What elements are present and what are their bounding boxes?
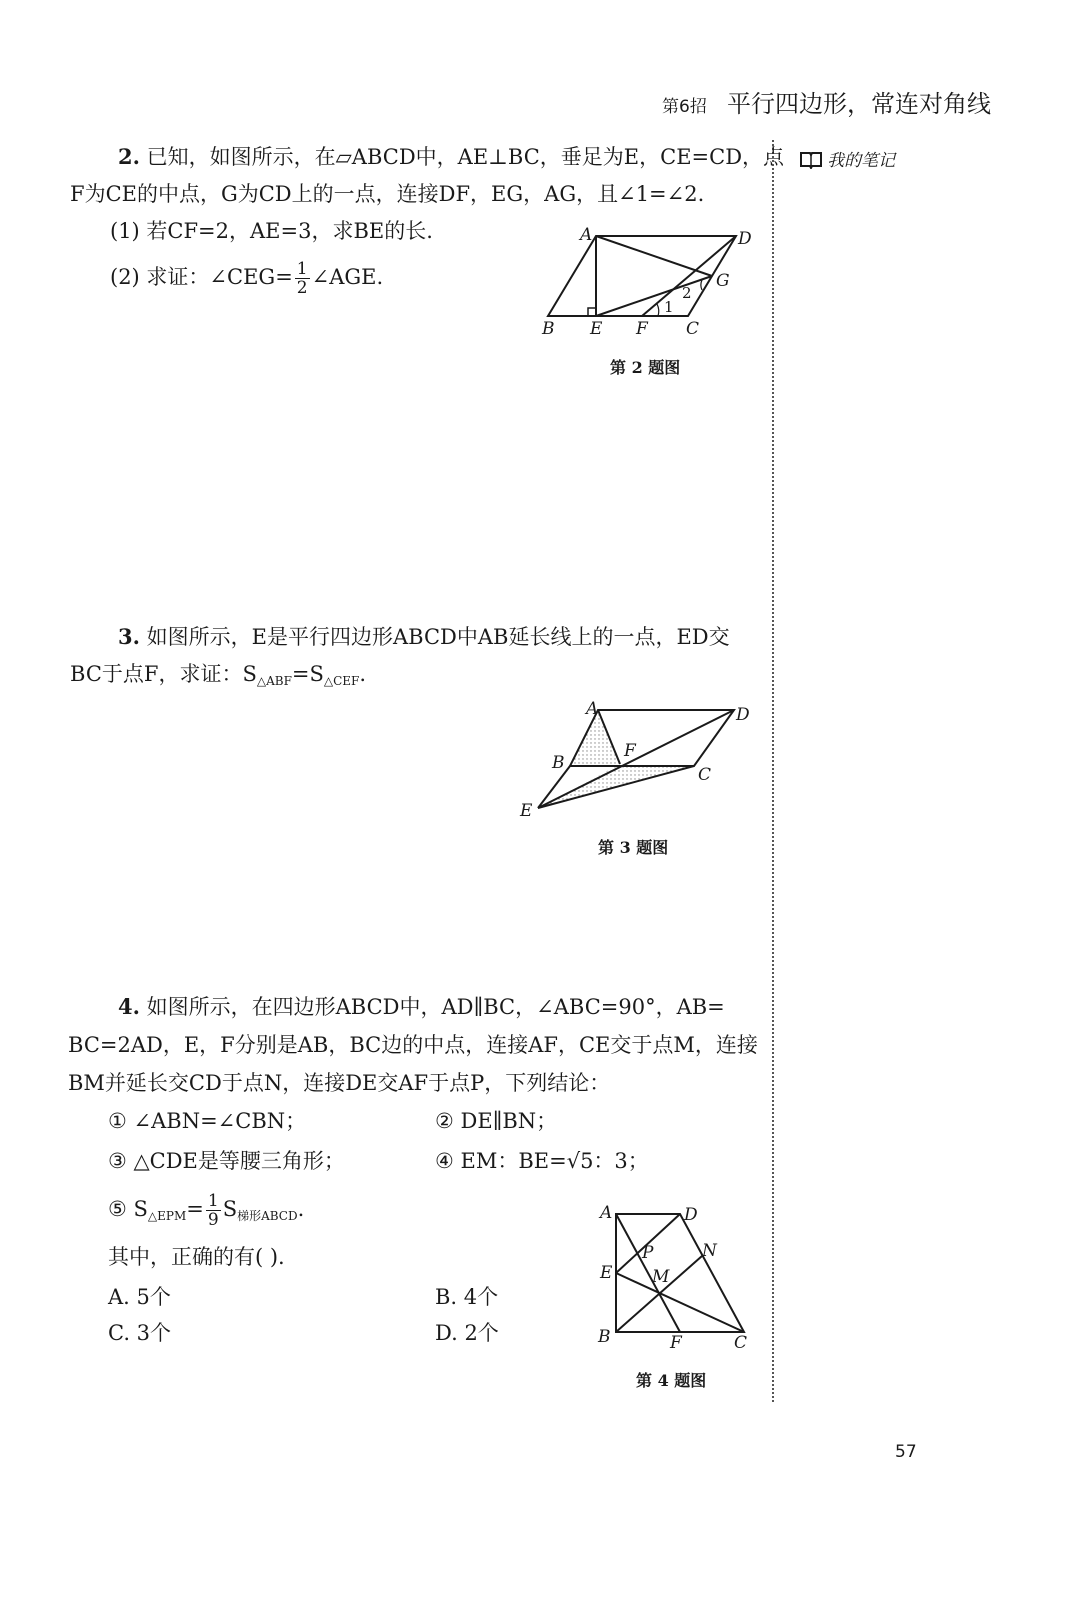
q2-label-F: F	[636, 319, 648, 339]
q4-label-E: E	[600, 1263, 613, 1283]
book-icon	[800, 151, 822, 169]
q3-label-D: D	[736, 705, 750, 725]
q4-line2: BC=2AD，E，F分别是AB，BC边的中点，连接AF，CE交于点M，连接	[68, 1033, 758, 1057]
q4-conclusion-2: ② DE∥BN；	[435, 1109, 558, 1133]
q4-text-line1: 如图所示，在四边形ABCD中，AD∥BC，∠ABC=90°，AB=	[146, 995, 725, 1019]
q2-line1	[118, 138, 784, 176]
q2-label-angle2: 2	[682, 284, 692, 302]
q2-part2	[110, 258, 383, 297]
q3-line1	[118, 618, 730, 656]
page-title: 平行四边形，常连对角线	[727, 90, 991, 118]
q2-label-G: G	[716, 271, 730, 291]
q4-option-b[interactable]: B. 4个	[435, 1285, 499, 1309]
q4-label-P: P	[642, 1243, 654, 1263]
q4-seg-AF	[616, 1214, 680, 1332]
q4-seg-CE	[616, 1273, 744, 1332]
q3-text-line1: 如图所示，E是平行四边形ABCD中AB延长线上的一点，ED交	[146, 625, 730, 649]
page-number: 57	[895, 1442, 917, 1462]
q3-caption: 第 3 题图	[598, 838, 669, 857]
q2-part1: (1) 若CF=2，AE=3，求BE的长.	[110, 219, 433, 243]
q3-line2: BC于点F，求证：$S_{\triangle ABF}=S_{\triangle CEF}$.	[70, 662, 367, 688]
q4-line3: BM并延长交CD于点N，连接DE交AF于点P，下列结论：	[68, 1071, 611, 1095]
q2-label-E: E	[590, 319, 603, 339]
q2-number: 2.	[118, 144, 140, 169]
q4-label-D: D	[684, 1205, 698, 1225]
q2-line2: F为CE的中点，G为CD上的一点，连接DF，EG，AG，且∠1=∠2.	[70, 182, 705, 206]
q3-label-B: B	[552, 753, 565, 773]
q2-part2-suffix: ∠AGE.	[311, 265, 384, 289]
figure-q3	[510, 690, 770, 830]
q4-line1	[118, 988, 725, 1026]
q4-caption: 第 4 题图	[636, 1371, 707, 1390]
q2-seg-EG	[596, 276, 712, 316]
q4-option-c[interactable]: C. 3个	[108, 1321, 172, 1345]
notes-label: 我的笔记	[827, 151, 896, 171]
q3-label-E: E	[520, 801, 533, 821]
figure-q4	[590, 1198, 760, 1358]
q2-angle1-arc	[657, 304, 659, 316]
chapter-label: 第6招	[662, 97, 707, 117]
q4-label-C: C	[734, 1333, 748, 1353]
q2-label-C: C	[686, 319, 700, 339]
figure-q2	[530, 220, 770, 350]
q2-text-line1: 已知，如图所示，在▱ABCD中，AE⊥BC，垂足为E，CE=CD，点	[146, 145, 785, 169]
q2-angle2-arc	[701, 280, 702, 290]
fraction-half: $\frac{1}{2}$	[296, 259, 308, 298]
q3-label-F: F	[624, 741, 636, 761]
q4-conclusion-1: ① ∠ABN=∠CBN；	[108, 1109, 307, 1133]
q4-option-d[interactable]: D. 2个	[435, 1321, 499, 1345]
q2-caption: 第 2 题图	[610, 358, 681, 377]
q3-seg-ED	[538, 710, 734, 808]
q2-right-angle	[588, 308, 596, 316]
q2-label-angle1: 1	[664, 298, 674, 316]
q2-parallelogram	[548, 236, 736, 316]
q3-label-A: A	[586, 699, 599, 719]
notes-divider	[772, 140, 774, 1402]
q4-label-B: B	[598, 1327, 611, 1347]
q3-label-C: C	[698, 765, 712, 785]
notes-sidebar	[800, 146, 895, 171]
q4-option-a[interactable]: A. 5个	[108, 1285, 171, 1309]
q4-label-M: M	[652, 1267, 670, 1287]
q2-label-B: B	[542, 319, 555, 339]
fraction-ninth: $\frac{1}{9}$	[207, 1191, 219, 1230]
q4-question: 其中，正确的有( ).	[108, 1245, 285, 1269]
q4-conclusion-4: ④ EM：BE=√5：3；	[435, 1149, 649, 1173]
q4-label-N: N	[702, 1241, 717, 1261]
q4-label-A: A	[600, 1203, 613, 1223]
q3-number: 3.	[118, 624, 140, 649]
q4-label-F: F	[670, 1333, 682, 1353]
q4-conclusion-5: ⑤ $S_{\triangle EPM}=$ $\frac{1}{9}$ $S_{梯形ABCD}$.	[108, 1191, 305, 1230]
q2-label-A: A	[580, 225, 593, 245]
q4-number: 4.	[118, 994, 140, 1019]
q2-label-D: D	[738, 229, 752, 249]
q2-part2-prefix: (2) 求证：∠CEG=	[110, 265, 293, 289]
q4-conclusion-3: ③ △CDE是等腰三角形；	[108, 1149, 345, 1173]
